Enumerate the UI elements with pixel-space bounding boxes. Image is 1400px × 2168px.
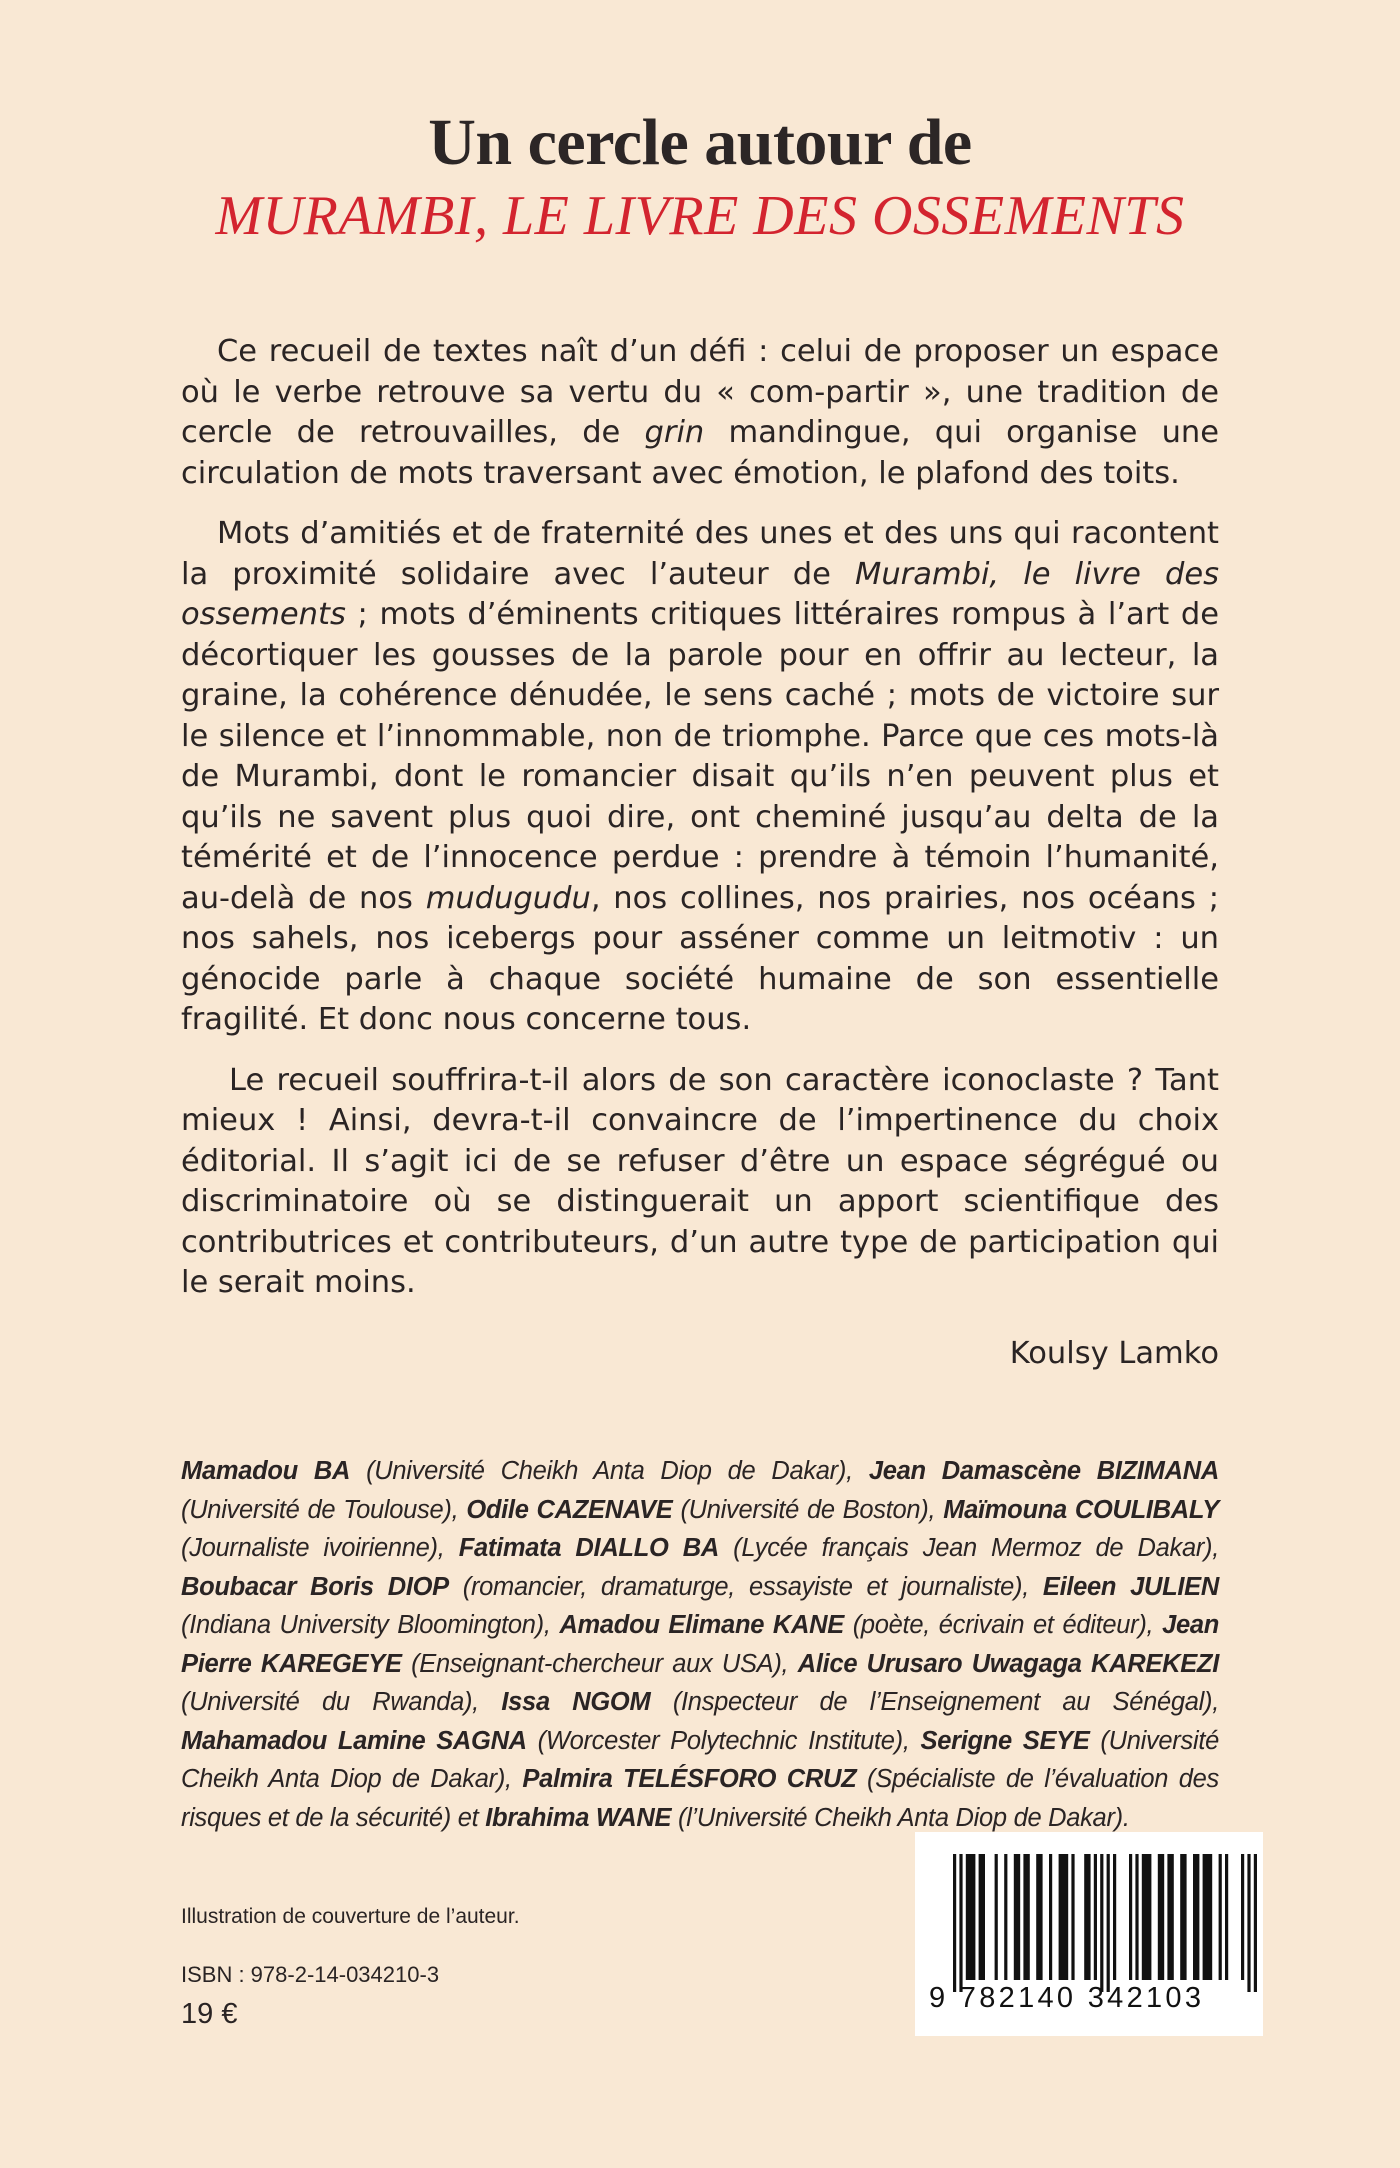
contributor-affiliation: (Journaliste ivoirienne),	[181, 1534, 459, 1562]
barcode-bar	[1142, 1854, 1152, 1980]
contributor-affiliation: (l’Université Cheikh Anta Diop de Dakar).	[671, 1803, 1130, 1832]
barcode-bar	[1158, 1854, 1164, 1980]
barcode-bar	[1203, 1854, 1213, 1980]
price: 19 €	[181, 1998, 238, 2030]
contributor-name: Issa NGOM	[501, 1688, 651, 1716]
barcode-bar	[959, 1854, 962, 1992]
barcode-bar	[979, 1854, 985, 1980]
illustration-credit: Illustration de couverture de l’auteur.	[181, 1905, 520, 1928]
barcode-bar	[1167, 1854, 1173, 1980]
barcode-bar	[1059, 1854, 1069, 1980]
contributor-name: Maïmouna COULIBALY	[943, 1495, 1219, 1524]
barcode-bar	[1247, 1854, 1250, 1992]
barcode-bar	[1129, 1854, 1132, 1980]
contributor-affiliation: (Université de Boston),	[672, 1495, 944, 1524]
contributor-name: Fatimata DIALLO BA	[458, 1534, 719, 1562]
barcode-bar	[1004, 1854, 1007, 1980]
contributor-name: Eileen JULIEN	[1042, 1572, 1219, 1601]
barcode	[915, 1832, 1263, 2036]
contributor-affiliation: (poète, écrivain et éditeur),	[843, 1611, 1163, 1639]
barcode-bar	[1049, 1854, 1052, 1980]
book-subtitle: MURAMBI, LE LIVRE DES OSSEMENTS	[215, 185, 1185, 247]
contributor-name: Mahamadou Lamine SAGNA	[181, 1726, 527, 1755]
barcode-bar	[966, 1854, 976, 1980]
barcode-bar	[1180, 1854, 1186, 1980]
contributors-list	[181, 1452, 1219, 1837]
barcode-bar	[1100, 1854, 1103, 1992]
barcode-bar	[1036, 1854, 1042, 1980]
contributor-name: Boubacar Boris DIOP	[181, 1572, 449, 1601]
blurb-paragraph-2: Mots d’amitiés et de fraternité des unes et des uns qui racontent la proximité solidaire avec l’auteur de Murambi, le livre des ossements ; mots d’éminents critiques littéraires rompus à l’art de décortiquer les gousses de la parole pour en offrir au lecteur, la graine, la cohérence dénudée, le sens caché ; mots de victoire sur le silence et l’innommable, non de triomphe. Parce que ces mots-là de Murambi, dont le romancier disait qu’ils n’en peuvent plus et qu’ils ne savent plus quoi dire, ont cheminé jusqu’au delta de la témérité et de l’innocence perdue : prendre à témoin l’humanité, au-delà de nos mudugudu, nos collines, nos prairies, nos océans ; nos sahels, nos icebergs pour asséner comme un leitmotiv : un génocide parle à chaque société humaine de son essentielle fragilité. Et donc nous concerne tous.	[181, 516, 1219, 1037]
barcode-bar	[1135, 1854, 1138, 1980]
contributor-affiliation: (romancier, dramaturge, essayiste et journaliste),	[448, 1572, 1043, 1601]
contributor-name: Amadou Elimane KANE	[559, 1611, 844, 1639]
contributor-affiliation: (Indiana University Bloomington),	[181, 1611, 560, 1639]
contributor-affiliation: (Enseignant-chercheur aux USA),	[401, 1649, 798, 1678]
barcode-bar	[1014, 1854, 1020, 1980]
signature: Koulsy Lamko	[1009, 1336, 1219, 1371]
contributor-name: Mamadou BA	[181, 1457, 351, 1485]
blurb-paragraph-1: Ce recueil de textes naît d’un défi : celui de proposer un espace où le verbe retrouve sa vertu du « com-partir », une tradition de cercle de retrouvailles, de grin mandingue, qui organise une circulation de mots traversant avec émotion, le plafond des toits.	[181, 334, 1219, 491]
barcode-digits: 9 782140 342103	[929, 1982, 1205, 2014]
contributor-name: Jean Pierre KAREGEYE	[181, 1611, 1219, 1678]
contributor-name: Serigne SEYE	[920, 1726, 1090, 1755]
barcode-bar	[1113, 1854, 1116, 1980]
barcode-bar	[1071, 1854, 1074, 1980]
contributor-affiliation: (Worcester Polytechnic Institute),	[526, 1726, 921, 1755]
contributor-name: Alice Urusaro Uwagaga KAREKEZI	[797, 1649, 1219, 1678]
blurb-text	[181, 332, 1219, 1324]
contributor-name: Ibrahima WANE	[485, 1803, 672, 1832]
barcode-bar	[1193, 1854, 1199, 1980]
contributor-affiliation: (Université Cheikh Anta Diop de Dakar),	[350, 1457, 869, 1485]
contributor-name: Odile CAZENAVE	[466, 1495, 673, 1524]
isbn: ISBN : 978-2-14-034210-3	[181, 1962, 440, 1987]
barcode-bar	[995, 1854, 998, 1980]
contributor-affiliation: (Université Cheikh Anta Diop de Dakar),	[181, 1726, 1219, 1793]
barcode-bar	[1107, 1854, 1110, 1992]
title-block	[0, 105, 1400, 251]
contributor-name: Palmira TELÉSFORO CRUZ	[522, 1765, 857, 1793]
contributor-affiliation: (Université du Rwanda),	[181, 1688, 502, 1716]
contributor-affiliation: (Lycée français Jean Mermoz de Dakar),	[718, 1534, 1219, 1562]
book-title: Un cercle autour de	[428, 106, 972, 179]
barcode-bar	[1084, 1854, 1090, 1980]
barcode-bar	[953, 1854, 956, 1992]
contributor-affiliation: (Université de Toulouse),	[181, 1495, 467, 1524]
barcode-bar	[1094, 1854, 1097, 1980]
blurb-paragraph-3: Le recueil souffrira-t-il alors de son caractère iconoclaste ? Tant mieux ! Ainsi, devra-t-il convaincre de l’impertinence du choix éditorial. Il s’agit ici de se refuser d’être un espace ségrégué ou discriminatoire où se distinguerait un apport scientifique des contributrices et contributeurs, d’un autre type de participation qui le serait moins.	[181, 1062, 1219, 1300]
barcode-bar	[1219, 1854, 1222, 1980]
contributor-affiliation: (Spécialiste de l’évaluation des risques et de la sécurité) et	[181, 1765, 1220, 1832]
contributor-affiliation: (Inspecteur de l’Enseignement au Sénégal),	[650, 1688, 1219, 1716]
barcode-bar	[1023, 1854, 1029, 1980]
barcode-bar	[1254, 1854, 1257, 1992]
barcode-bar	[1225, 1854, 1228, 1980]
contributor-name: Jean Damascène BIZIMANA	[868, 1457, 1219, 1485]
barcode-bar	[1241, 1854, 1244, 1980]
